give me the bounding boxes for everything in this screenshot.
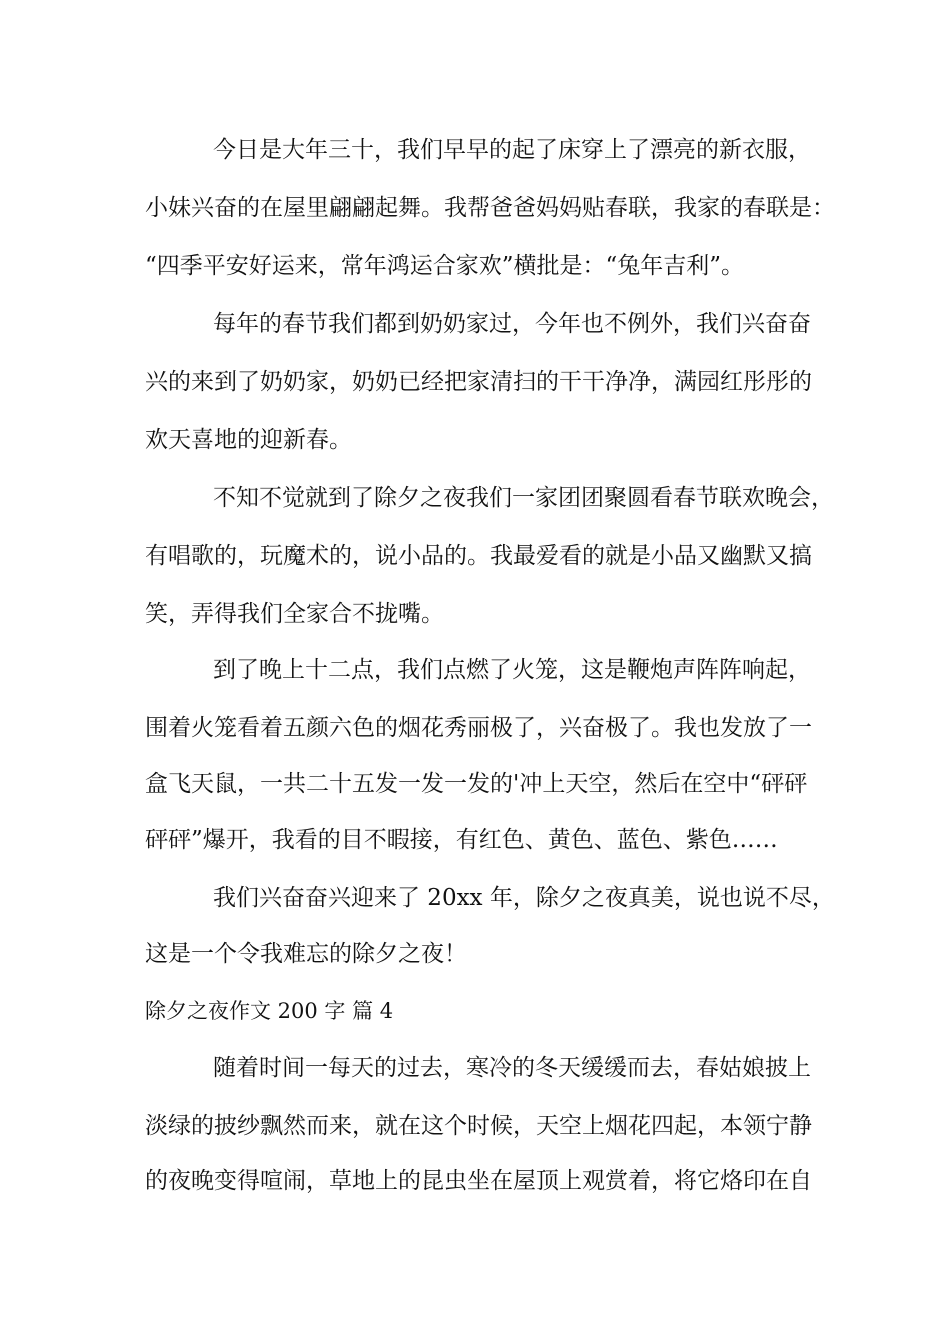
section-heading: 除夕之夜作文 200 字 篇 4 — [145, 999, 394, 1023]
paragraph-6-line-3: 的夜晚变得喧闹，草地上的昆虫坐在屋顶上观赏着，将它烙印在自 — [145, 1168, 812, 1194]
paragraph-5-line-2: 这是一个令我难忘的除夕之夜！ — [145, 941, 467, 967]
paragraph-2-line-2: 兴的来到了奶奶家，奶奶已经把家清扫的干干净净，满园红彤彤的 — [145, 369, 812, 395]
paragraph-1-line-1: 今日是大年三十，我们早早的起了床穿上了漂亮的新衣服， — [213, 137, 811, 163]
paragraph-4-line-4: 砰砰”爆开，我看的目不暇接，有红色、黄色、蓝色、紫色…… — [145, 827, 778, 853]
paragraph-4-line-1: 到了晚上十二点，我们点燃了火笼，这是鞭炮声阵阵响起， — [213, 657, 811, 683]
paragraph-1-line-3: “四季平安好运来，常年鸿运合家欢”横批是：“兔年吉利”。 — [145, 253, 745, 279]
paragraph-2-line-3: 欢天喜地的迎新春。 — [145, 427, 352, 453]
paragraph-4-line-2: 围着火笼看着五颜六色的烟花秀丽极了，兴奋极了。我也发放了一 — [145, 715, 812, 741]
paragraph-3-line-3: 笑，弄得我们全家合不拢嘴。 — [145, 601, 444, 627]
paragraph-2-line-1: 每年的春节我们都到奶奶家过，今年也不例外，我们兴奋奋 — [213, 311, 811, 337]
paragraph-3-line-1: 不知不觉就到了除夕之夜我们一家团团聚圆看春节联欢晚会， — [213, 485, 834, 511]
paragraph-3-line-2: 有唱歌的，玩魔术的，说小品的。我最爱看的就是小品又幽默又搞 — [145, 543, 812, 569]
paragraph-6-line-1: 随着时间一每天的过去，寒冷的冬天缓缓而去，春姑娘披上 — [213, 1055, 811, 1081]
paragraph-5-line-1: 我们兴奋奋兴迎来了 20xx 年，除夕之夜真美，说也说不尽， — [213, 885, 835, 911]
paragraph-6-line-2: 淡绿的披纱飘然而来，就在这个时候，天空上烟花四起，本领宁静 — [145, 1113, 812, 1139]
paragraph-4-line-3: 盒飞天鼠，一共二十五发一发一发的'冲上天空，然后在空中“砰砰 — [145, 771, 808, 797]
paragraph-1-line-2: 小妹兴奋的在屋里翩翩起舞。我帮爸爸妈妈贴春联，我家的春联是： — [145, 195, 835, 221]
